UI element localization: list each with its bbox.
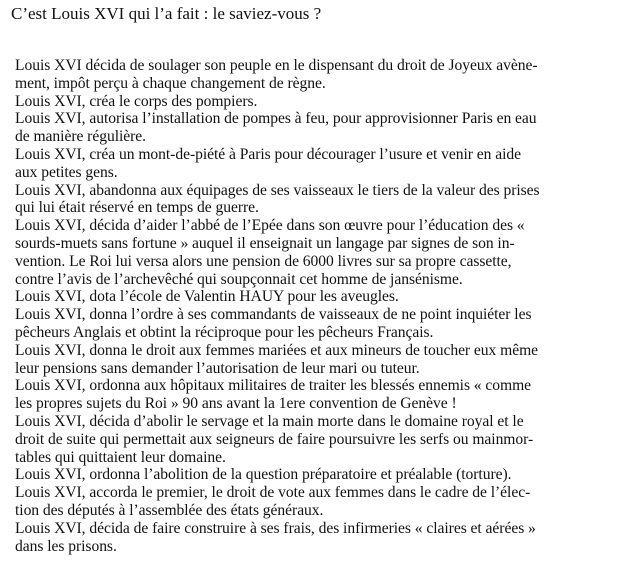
- fact-line: Louis XVI, décida d’abolir le servage et la main morte dans le domaine royal et le: [15, 412, 524, 430]
- fact-line: Louis XVI, dota l’école de Valentin HAUY pour les aveugles.: [15, 288, 399, 306]
- fact-paragraph: [15, 306, 618, 342]
- fact-line: tion des députés à l’assemblée des états généraux.: [15, 501, 324, 519]
- fact-paragraph: [15, 110, 618, 146]
- fact-paragraph: [15, 377, 618, 413]
- facts-list: [15, 57, 618, 555]
- fact-paragraph: [15, 466, 618, 484]
- fact-paragraph: [15, 217, 618, 288]
- fact-paragraph: [15, 93, 618, 111]
- fact-line: Louis XVI, créa le corps des pompiers.: [15, 92, 258, 110]
- fact-paragraph: [15, 182, 618, 218]
- fact-line: ment, impôt perçu à chaque changement de règne.: [15, 74, 326, 92]
- fact-line: droit de suite qui permettait aux seigneurs de faire poursuivre les serfs ou mainmor-: [15, 430, 534, 448]
- fact-line: de manière régulière.: [15, 128, 146, 146]
- fact-line: vention. Le Roi lui versa alors une pension de 6000 livres sur sa propre cassette,: [15, 252, 512, 270]
- fact-paragraph: [15, 146, 618, 182]
- fact-line: les propres sujets du Roi » 90 ans avant la 1ere convention de Genève !: [15, 395, 457, 413]
- fact-line: Louis XVI, autorisa l’installation de pompes à feu, pour approvisionner Paris en eau: [15, 110, 537, 128]
- fact-line: Louis XVI décida de soulager son peuple en le dispensant du droit de Joyeux avène-: [15, 57, 538, 74]
- fact-line: leur pensions sans demander l’autorisation de leur mari ou tuteur.: [15, 359, 420, 377]
- fact-line: aux petites gens.: [15, 163, 118, 181]
- fact-line: Louis XVI, créa un mont-de-piété à Paris pour décourager l’usure et venir en aide: [15, 145, 522, 163]
- fact-paragraph: [15, 520, 618, 556]
- fact-line: Louis XVI, abandonna aux équipages de ses vaisseaux le tiers de la valeur des prises: [15, 181, 540, 199]
- fact-line: Louis XVI, ordonna l’abolition de la question préparatoire et préalable (torture).: [15, 466, 512, 484]
- fact-line: contre l’avis de l’archevêché qui soupçonnait cet homme de jansénisme.: [15, 270, 463, 288]
- fact-line: Louis XVI, donna le droit aux femmes mariées et aux mineurs de toucher eux même: [15, 341, 539, 359]
- fact-paragraph: [15, 484, 618, 520]
- fact-line: Louis XVI, décida de faire construire à ses frais, des infirmeries « claires et aérées »: [15, 519, 536, 537]
- fact-line: Louis XVI, donna l’ordre à ses commandants de vaisseaux de ne point inquiéter les: [15, 306, 532, 324]
- fact-paragraph: [15, 288, 618, 306]
- fact-paragraph: [15, 342, 618, 378]
- fact-paragraph: [15, 413, 618, 466]
- fact-line: Louis XVI, décida d’aider l’abbé de l’Epée dans son œuvre pour l’éducation des «: [15, 217, 525, 235]
- fact-line: Louis XVI, accorda le premier, le droit de vote aux femmes dans le cadre de l’élec-: [15, 484, 531, 502]
- page-title: C’est Louis XVI qui l’a fait : le saviez-vous ?: [11, 4, 322, 23]
- fact-paragraph: [15, 57, 618, 93]
- fact-line: pêcheurs Anglais et obtint la réciproque pour les pêcheurs Français.: [15, 323, 434, 341]
- fact-line: Louis XVI, ordonna aux hôpitaux militaires de traiter les blessés ennemis « comme: [15, 377, 532, 395]
- fact-line: sourds-muets sans fortune » auquel il enseignait un langage par signes de son in-: [15, 234, 515, 252]
- fact-line: dans les prisons.: [15, 537, 117, 555]
- fact-line: qui lui était réservé en temps de guerre.: [15, 199, 259, 217]
- fact-line: tables qui quittaient leur domaine.: [15, 448, 226, 466]
